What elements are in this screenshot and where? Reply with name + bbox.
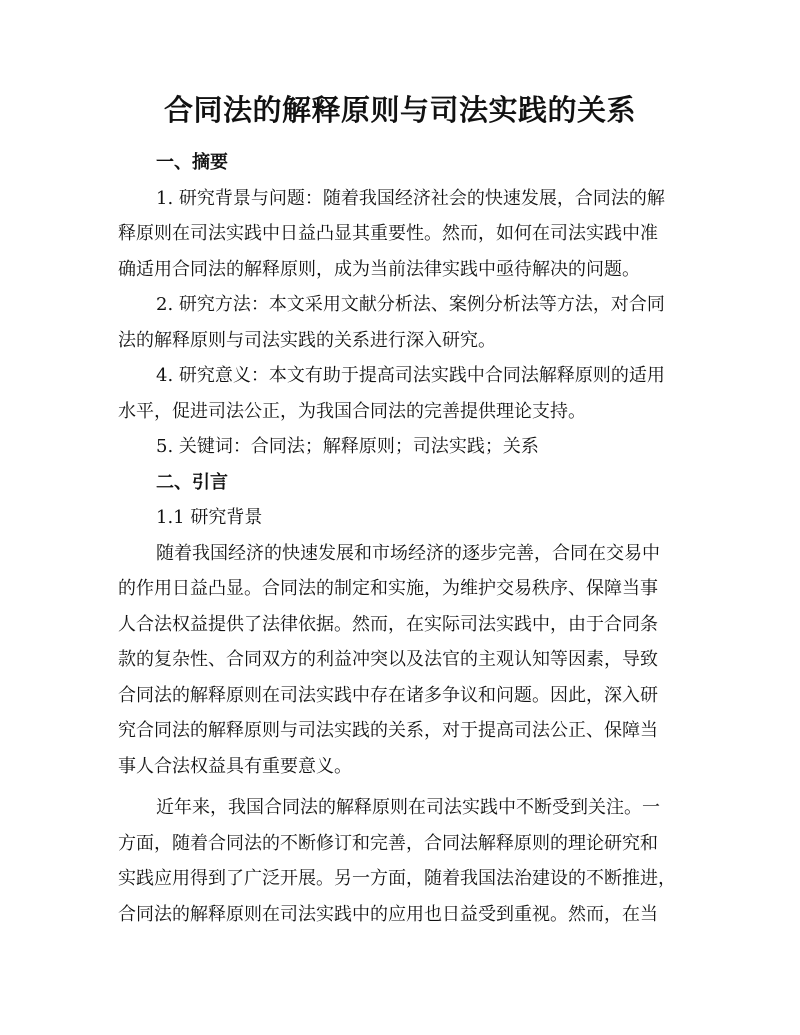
document-body <box>118 145 683 932</box>
text-line: 近年来，我国合同法的解释原则在司法实践中不断受到关注。一 <box>156 797 660 818</box>
text-line: 4. 研究意义：本文有助于提高司法实践中合同法解释原则的适用 <box>156 365 665 386</box>
text-line: 实践应用得到了广泛开展。另一方面，随着我国法治建设的不断推进， <box>118 868 676 889</box>
text-line: 2. 研究方法：本文采用文献分析法、案例分析法等方法，对合同 <box>156 294 665 315</box>
text-line: 释原则在司法实践中日益凸显其重要性。然而，如何在司法实践中准 <box>118 223 658 244</box>
text-line: 1. 研究背景与问题：随着我国经济社会的快速发展，合同法的解 <box>156 187 665 209</box>
text-line: 方面，随着合同法的不断修订和完善，合同法解释原则的理论研究和 <box>118 832 658 854</box>
text-line: 法的解释原则与司法实践的关系进行深入研究。 <box>118 329 496 351</box>
subsection-heading-background: 1.1 研究背景 <box>156 507 263 528</box>
abstract-item-method <box>118 287 683 358</box>
section-heading-introduction: 二、引言 <box>156 471 228 493</box>
text-line: 的作用日益凸显。合同法的制定和实施，为维护交易秩序、保障当事 <box>118 578 658 599</box>
text-line: 5. 关键词：合同法；解释原则；司法实践；关系 <box>156 436 539 457</box>
text-line: 水平，促进司法公正，为我国合同法的完善提供理论支持。 <box>118 400 586 422</box>
text-line: 合同法的解释原则在司法实践中的应用也日益受到重视。然而，在当 <box>118 903 658 925</box>
abstract-item-significance <box>118 358 683 429</box>
abstract-item-keywords <box>118 429 683 465</box>
paragraph <box>118 536 683 785</box>
text-line: 人合法权益提供了法律依据。然而，在实际司法实践中，由于合同条 <box>118 613 658 635</box>
section-heading-abstract: 一、摘要 <box>156 152 228 173</box>
text-line: 确适用合同法的解释原则，成为当前法律实践中亟待解决的问题。 <box>118 258 640 280</box>
text-line: 究合同法的解释原则与司法实践的关系，对于提高司法公正、保障当 <box>118 720 658 741</box>
text-line: 合同法的解释原则在司法实践中存在诸多争议和问题。因此，深入研 <box>118 684 658 706</box>
text-line: 事人合法权益具有重要意义。 <box>118 755 352 777</box>
text-line: 款的复杂性、合同双方的利益冲突以及法官的主观认知等因素，导致 <box>118 649 658 670</box>
paragraph <box>118 790 683 932</box>
text-line: 随着我国经济的快速发展和市场经济的逐步完善，合同在交易中 <box>156 542 660 564</box>
document-title: 合同法的解释原则与司法实践的关系 <box>163 93 636 127</box>
abstract-item-background <box>118 181 683 288</box>
